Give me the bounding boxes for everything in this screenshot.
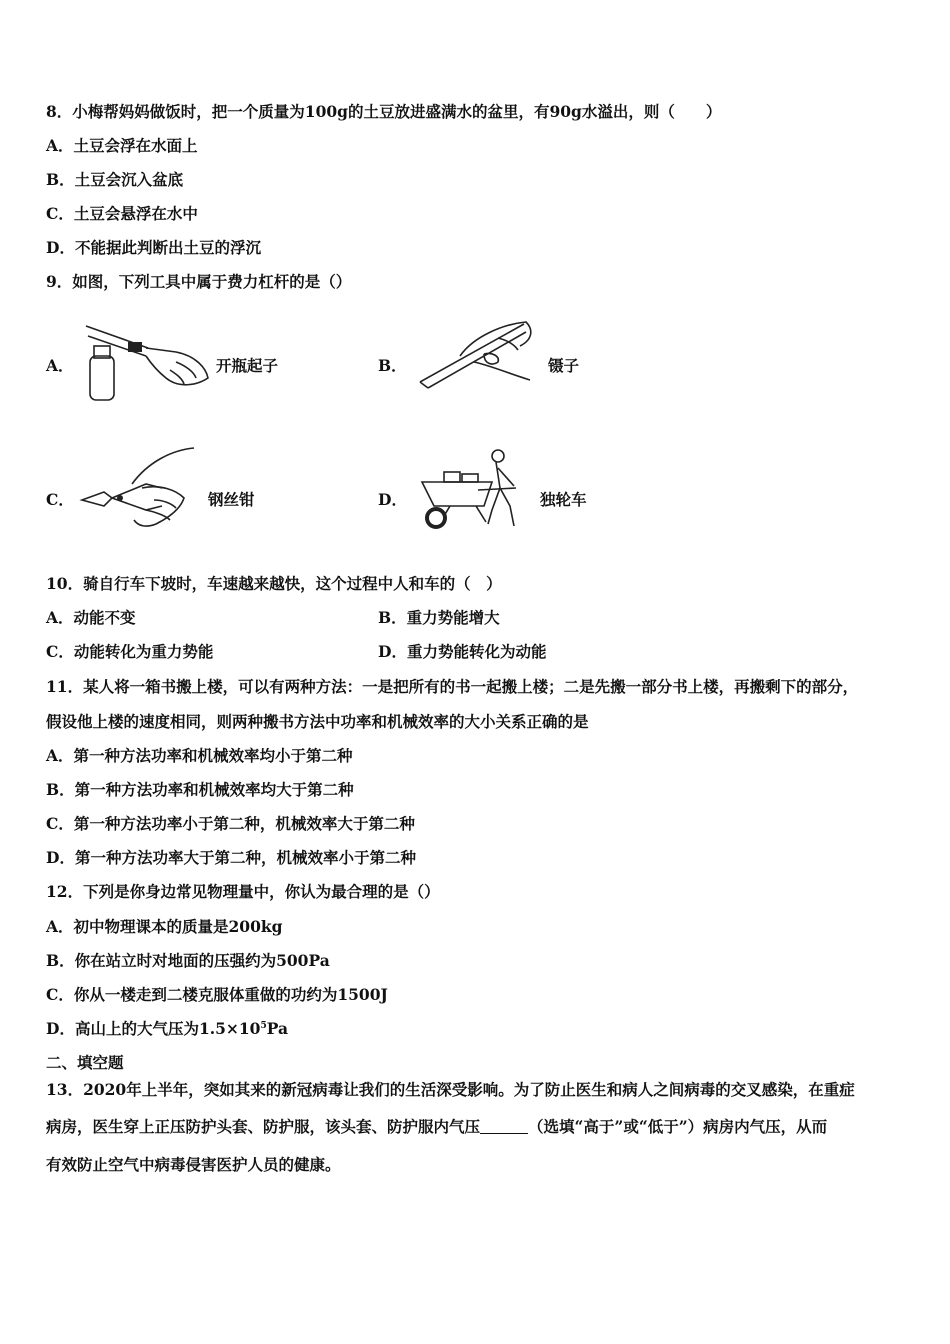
q10-stem: 10．骑自行车下坡时，车速越来越快，这个过程中人和车的（ ） <box>46 574 502 593</box>
q11-option-a: A．第一种方法功率和机械效率均小于第二种 <box>46 746 353 765</box>
q13-line2-suffix: （选填“高于”或“低于”）病房内气压，从而 <box>528 1117 828 1136</box>
q12-option-b: B．你在站立时对地面的压强约为500Pa <box>46 951 330 970</box>
q12-option-c: C．你从一楼走到二楼克服体重做的功约为1500J <box>46 985 388 1004</box>
q12-stem: 12．下列是你身边常见物理量中，你认为最合理的是（） <box>46 882 440 901</box>
q8-option-a: A．土豆会浮在水面上 <box>46 136 198 155</box>
q11-stem-line1: 11．某人将一箱书搬上楼，可以有两种方法：一是把所有的书一起搬上楼；二是先搬一部分书上楼，再搬剩下的部分， <box>46 677 859 696</box>
q13-line3: 有效防止空气中病毒侵害医护人员的健康。 <box>46 1155 341 1174</box>
q8-stem: 8．小梅帮妈妈做饭时，把一个质量为100g的土豆放进盛满水的盆里，有90g水溢出，则（ ） <box>46 102 722 121</box>
q8-option-d: D．不能据此判断出土豆的浮沉 <box>46 238 261 257</box>
q8-option-c: C．土豆会悬浮在水中 <box>46 204 198 223</box>
q12-option-a: A．初中物理课本的质量是200kg <box>46 917 283 936</box>
q13-line2 <box>46 1117 827 1137</box>
wire-pliers-image <box>76 444 200 534</box>
bottle-opener-image <box>76 316 216 404</box>
answer-blank[interactable] <box>480 1119 528 1134</box>
q12-option-d-suffix: Pa <box>266 1019 289 1038</box>
q9-stem: 9．如图，下列工具中属于费力杠杆的是（） <box>46 272 352 291</box>
q9-option-b-label: B． <box>378 356 407 375</box>
section-title-fill-blank: 二、填空题 <box>46 1053 124 1072</box>
q10-option-b: B．重力势能增大 <box>378 608 500 627</box>
q13-line2-prefix: 病房，医生穿上正压防护头套、防护服，该头套、防护服内气压 <box>46 1117 481 1136</box>
q12-option-d-exponent: 5 <box>260 1021 267 1031</box>
q12-option-d <box>46 1019 288 1039</box>
q9-option-a-caption: 开瓶起子 <box>216 356 279 375</box>
q11-option-c: C．第一种方法功率小于第二种，机械效率大于第二种 <box>46 814 415 833</box>
wheelbarrow-image <box>414 444 538 534</box>
q11-option-d: D．第一种方法功率大于第二种，机械效率小于第二种 <box>46 848 416 867</box>
q9-option-d-label: D． <box>378 490 407 509</box>
q8-option-b: B．土豆会沉入盆底 <box>46 170 184 189</box>
q9-option-a-label: A． <box>46 356 74 375</box>
q12-option-d-prefix: D．高山上的大气压为1.5×10 <box>46 1019 261 1038</box>
tweezers-image <box>414 316 538 392</box>
q9-option-b-caption: 镊子 <box>548 356 580 375</box>
q9-option-c-label: C． <box>46 490 74 509</box>
q9-option-d-caption: 独轮车 <box>540 490 587 509</box>
q10-option-c: C．动能转化为重力势能 <box>46 642 214 661</box>
q13-line1: 13．2020年上半年，突如其来的新冠病毒让我们的生活深受影响。为了防止医生和病人之间病毒的交叉感染，在重症 <box>46 1080 855 1099</box>
q10-option-a: A．动能不变 <box>46 608 136 627</box>
q11-stem-line2: 假设他上楼的速度相同，则两种搬书方法中功率和机械效率的大小关系正确的是 <box>46 712 589 731</box>
q9-option-c-caption: 钢丝钳 <box>208 490 255 509</box>
q10-option-d: D．重力势能转化为动能 <box>378 642 547 661</box>
q11-option-b: B．第一种方法功率和机械效率均大于第二种 <box>46 780 354 799</box>
